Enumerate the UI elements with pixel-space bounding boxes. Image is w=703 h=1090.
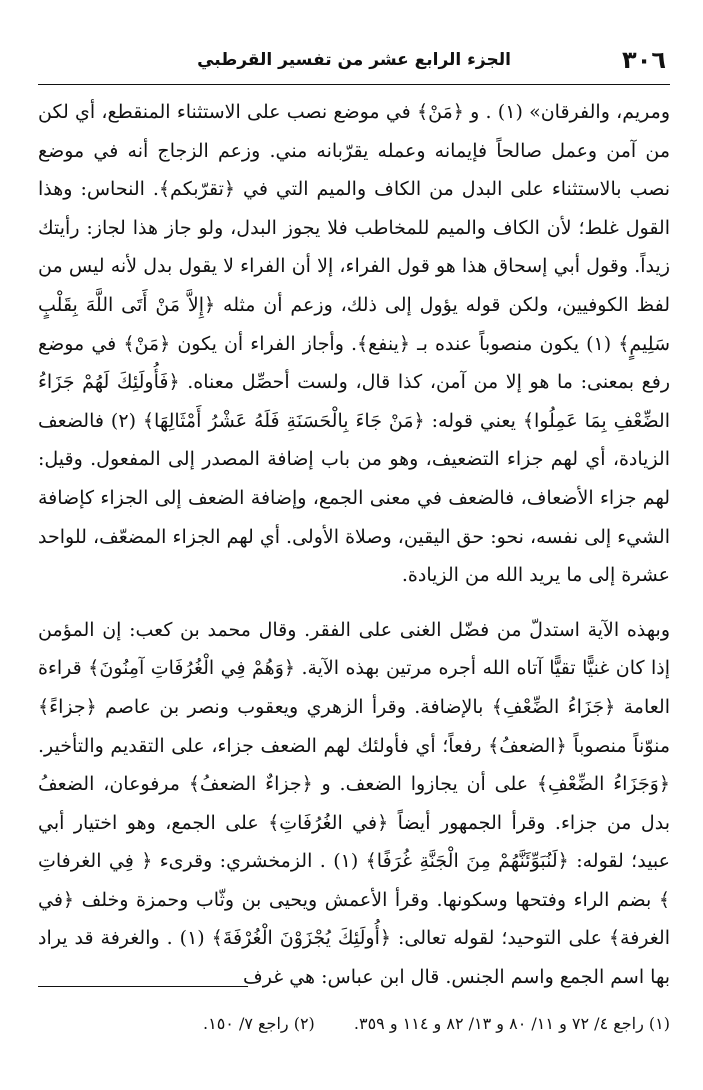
footnote-1: (١) راجع ٤/ ٧٢ و ١١/ ٨٠ و ١٣/ ٨٢ و ١١٤ و ٣٥٩.: [353, 1014, 670, 1033]
footnote-divider: [38, 986, 248, 987]
paragraph-2: وبهذه الآية استدلّ من فضّل الغنى على الفقر. وقال محمد بن كعب: إن المؤمن إذا كان غنيًّا تقيًّا آتاه الله أجره مرتين بهذه الآية. ﴿وَهُمْ فِي الْغُرُفَاتِ آمِنُونَ﴾ قراءة العامة ﴿جَزَاءُ الضِّعْفِ﴾ بالإضافة. وقرأ الزهري ويعقوب ونصر بن عاصم ﴿جزاءً﴾ منوّناً منصوباً ﴿الضعفُ﴾ رفعاً؛ أي فأولئك لهم الضعف جزاء، على التقديم والتأخير. ﴿وَجَزَاءُ الضِّعْفِ﴾ على أن يجازوا الضعف. و ﴿جزاءٌ الضعفُ﴾ مرفوعان، الضعفُ بدل من جزاء. وقرأ الجمهور أيضاً ﴿في الغُرُفَاتِ﴾ على الجمع، وهو اختيار أبي عبيد؛ لقوله: ﴿لَنُبَوِّئَنَّهُمْ مِنَ الْجَنَّةِ غُرَفًا﴾ (١) . الزمخشري: وقرىء ﴿ فِي الغرفاتِ ﴾ بضم الراء وفتحها وسكونها. وقرأ الأعمش ويحيى بن وثّاب وحمزة وخلف ﴿في الغرفة﴾ على التوحيد؛ لقوله تعالى: ﴿أُولَئِكَ يُجْزَوْنَ الْغُرْفَةَ﴾ (١) . والغرفة قد يراد بها اسم الجمع واسم الجنس. قال ابن عباس: هي غرف: [38, 618, 670, 989]
book-page: [38, 40, 670, 1060]
body-text: [38, 93, 670, 997]
paragraph-gap: [38, 595, 670, 611]
paragraph-1: ومريم، والفرقان» (١) . و ﴿مَنْ﴾ في موضع نصب على الاستثناء المنقطع، أي لكن من آمن وعمل صالحاً فإيمانه وعمله يقرّبانه مني. وزعم الزجاج أنه في موضع نصب بالاستثناء على البدل من الكاف والميم التي في ﴿تقرّبكم﴾. النحاس: وهذا القول غلط؛ لأن الكاف والميم للمخاطب فلا يجوز البدل، ولو جاز هذا لجاز: رأيتك زيداً. وقول أبي إسحاق هذا هو قول الفراء، إلا أن الفراء لا يقول بدل لأنه ليس من لفظ الكوفيين، ولكن قوله يؤول إلى ذلك، وزعم أن مثله ﴿إِلاَّ مَنْ أَتَى اللَّهَ بِقَلْبٍ سَلِيمٍ﴾ (١) يكون منصوباً عنده بـ ﴿ينفع﴾. وأجاز الفراء أن يكون ﴿مَنْ﴾ في موضع رفع بمعنى: ما هو إلا من آمن، كذا قال، ولست أحصِّل معناه. ﴿فَأُولَئِكَ لَهُمْ جَزَاءُ الضِّعْفِ بِمَا عَمِلُوا﴾ يعني قوله: ﴿مَنْ جَاءَ بِالْحَسَنَةِ فَلَهُ عَشْرُ أَمْثَالِهَا﴾ (٢) فالضعف الزيادة، أي لهم جزاء التضعيف، وهو من باب إضافة المصدر إلى المفعول. وقيل: لهم جزاء الأضعاف، فالضعف في معنى الجمع، وإضافة الضعف إلى الجزاء كإضافة الشيء إلى نفسه، نحو: حق اليقين، وصلاة الأولى. أي لهم الجزاء المضعّف، للواحد عشرة إلى ما يريد الله من الزيادة.: [38, 101, 671, 587]
footnotes: [38, 1012, 670, 1036]
footnote-2: (٢) راجع ٧/ ١٥٠.: [203, 1014, 315, 1033]
running-head: [38, 40, 670, 85]
page-number: ٣٠٦: [622, 46, 666, 74]
header-title: الجزء الرابع عشر من تفسير القرطبي: [197, 50, 511, 70]
